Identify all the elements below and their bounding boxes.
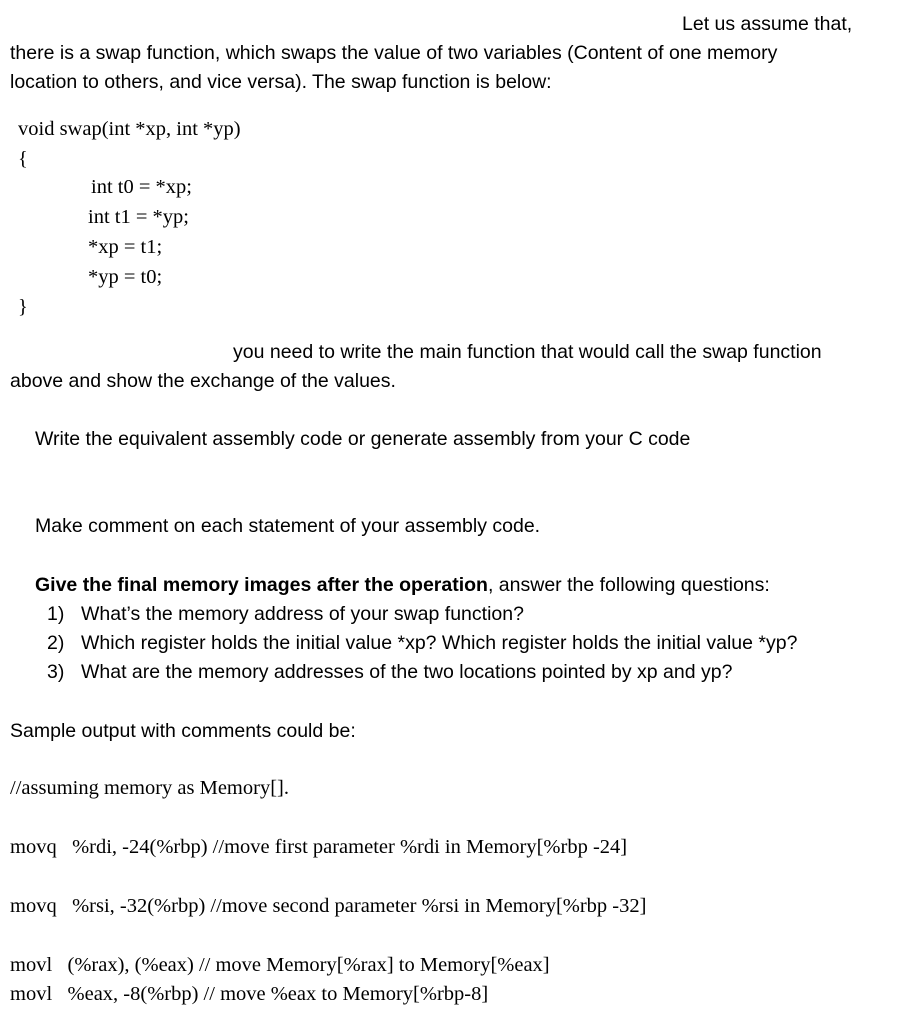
question-number: 1) (47, 603, 65, 625)
sample-line-movl-rax: movl (%rax), (%eax) // move Memory[%rax] to Memory[%eax] (10, 954, 550, 976)
sample-line-movq-rdi: movq %rdi, -24(%rbp) //move first parameter %rdi in Memory[%rbp -24] (10, 836, 628, 858)
questions-lead (35, 571, 770, 600)
code-line-1: int t0 = *xp; (91, 176, 192, 198)
questions-lead-bold: Give the final memory images after the operation (35, 574, 488, 596)
task-line-2: above and show the exchange of the values. (10, 370, 396, 392)
code-line-3: *xp = t1; (88, 236, 163, 258)
question-number: 2) (47, 632, 65, 654)
question-item-2 (47, 629, 797, 658)
questions-lead-rest: , answer the following questions: (487, 574, 770, 596)
code-line-4: *yp = t0; (88, 266, 163, 288)
question-text: What are the memory addresses of the two locations pointed by xp and yp? (81, 661, 733, 683)
intro-line-2: there is a swap function, which swaps the value of two variables (Content of one memory (10, 42, 778, 64)
code-close-brace: } (18, 296, 28, 318)
intro-line-3: location to others, and vice versa). The swap function is below: (10, 71, 552, 93)
sample-line-comment: //assuming memory as Memory[]. (10, 777, 289, 799)
question-text: What’s the memory address of your swap function? (81, 603, 524, 625)
code-open-brace: { (18, 148, 28, 170)
intro-line-1: Let us assume that, (682, 13, 853, 35)
code-signature: void swap(int *xp, int *yp) (18, 118, 241, 140)
task-line-1: you need to write the main function that would call the swap function (233, 341, 822, 363)
write-assembly-instruction: Write the equivalent assembly code or generate assembly from your C code (35, 428, 691, 450)
sample-line-movl-eax: movl %eax, -8(%rbp) // move %eax to Memory[%rbp-8] (10, 983, 489, 1005)
question-text: Which register holds the initial value *xp? Which register holds the initial value *yp? (81, 632, 798, 654)
question-number: 3) (47, 661, 65, 683)
question-item-1 (47, 600, 524, 629)
make-comment-instruction: Make comment on each statement of your assembly code. (35, 515, 541, 537)
sample-line-movq-rsi: movq %rsi, -32(%rbp) //move second parameter %rsi in Memory[%rbp -32] (10, 895, 647, 917)
sample-heading: Sample output with comments could be: (10, 720, 356, 742)
code-line-2: int t1 = *yp; (88, 206, 189, 228)
question-item-3 (47, 658, 732, 687)
